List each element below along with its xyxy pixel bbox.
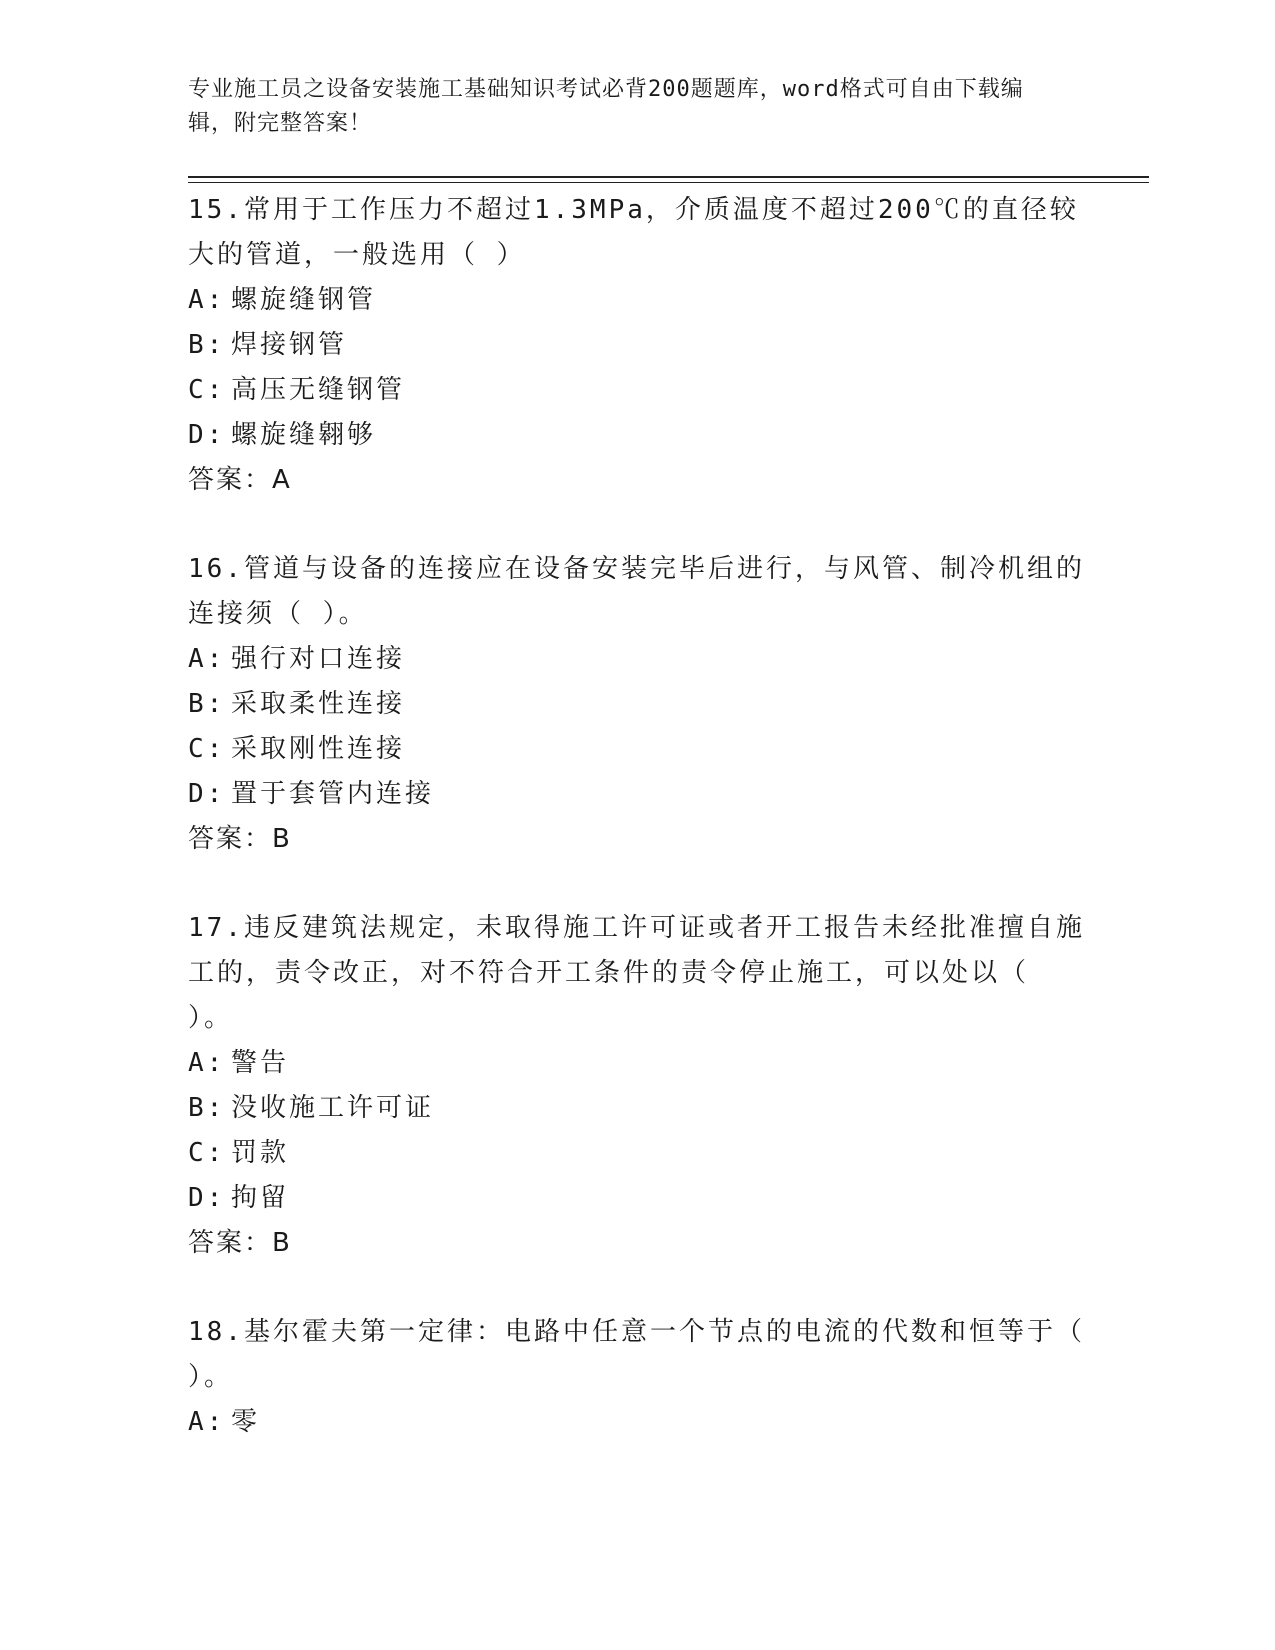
option-letter: B:	[188, 689, 226, 719]
header-rule-bottom	[188, 182, 1149, 183]
option-a	[188, 1041, 1088, 1086]
answer-line: 答案：B	[188, 824, 292, 854]
option-letter: A:	[188, 285, 226, 315]
option-text: 高压无缝钢管	[231, 375, 406, 405]
option-text: 焊接钢管	[231, 330, 348, 360]
question-stem: 17.违反建筑法规定，未取得施工许可证或者开工报告未经批准擅自施工的，责令改正，对不符合开工条件的责令停止施工，可以处以（ ）。	[188, 913, 1085, 1033]
option-letter: B:	[188, 330, 226, 360]
option-letter: A:	[188, 1407, 226, 1437]
option-text: 没收施工许可证	[231, 1093, 435, 1123]
question-15	[188, 188, 1088, 503]
question-17	[188, 906, 1088, 1266]
option-letter: D:	[188, 420, 226, 450]
option-letter: C:	[188, 375, 226, 405]
option-c	[188, 1131, 1088, 1176]
option-text: 罚款	[231, 1138, 290, 1168]
option-d	[188, 1176, 1088, 1221]
question-list	[188, 188, 1088, 1489]
question-stem: 16.管道与设备的连接应在设备安装完毕后进行，与风管、制冷机组的连接须（ ）。	[188, 554, 1085, 629]
answer-line: 答案：B	[188, 1228, 292, 1258]
option-text: 警告	[231, 1048, 290, 1078]
option-letter: C:	[188, 1138, 226, 1168]
option-text: 拘留	[231, 1183, 290, 1213]
option-a	[188, 278, 1088, 323]
option-letter: D:	[188, 779, 226, 809]
option-c	[188, 727, 1088, 772]
option-d	[188, 772, 1088, 817]
question-16	[188, 547, 1088, 862]
option-c	[188, 368, 1088, 413]
option-d	[188, 413, 1088, 458]
document-header: 专业施工员之设备安装施工基础知识考试必背200题题库，word格式可自由下载编辑，附完整答案！	[188, 77, 1024, 136]
option-b	[188, 323, 1088, 368]
option-b	[188, 682, 1088, 727]
option-letter: D:	[188, 1183, 226, 1213]
option-letter: B:	[188, 1093, 226, 1123]
header-rule-top	[188, 176, 1149, 178]
option-a	[188, 637, 1088, 682]
question-stem: 15.常用于工作压力不超过1.3MPa，介质温度不超过200℃的直径较大的管道，一般选用（ ）	[188, 195, 1079, 270]
option-text: 零	[231, 1407, 261, 1437]
option-text: 螺旋缝翱够	[231, 420, 377, 450]
option-text: 螺旋缝钢管	[231, 285, 377, 315]
option-letter: A:	[188, 644, 226, 674]
question-stem: 18.基尔霍夫第一定律：电路中任意一个节点的电流的代数和恒等于（ ）。	[188, 1317, 1085, 1392]
option-text: 强行对口连接	[231, 644, 406, 674]
option-letter: C:	[188, 734, 226, 764]
option-text: 采取柔性连接	[231, 689, 406, 719]
option-letter: A:	[188, 1048, 226, 1078]
option-a	[188, 1400, 1088, 1445]
option-b	[188, 1086, 1088, 1131]
answer-line: 答案：A	[188, 465, 292, 495]
question-18	[188, 1310, 1088, 1445]
option-text: 置于套管内连接	[231, 779, 435, 809]
option-text: 采取刚性连接	[231, 734, 406, 764]
